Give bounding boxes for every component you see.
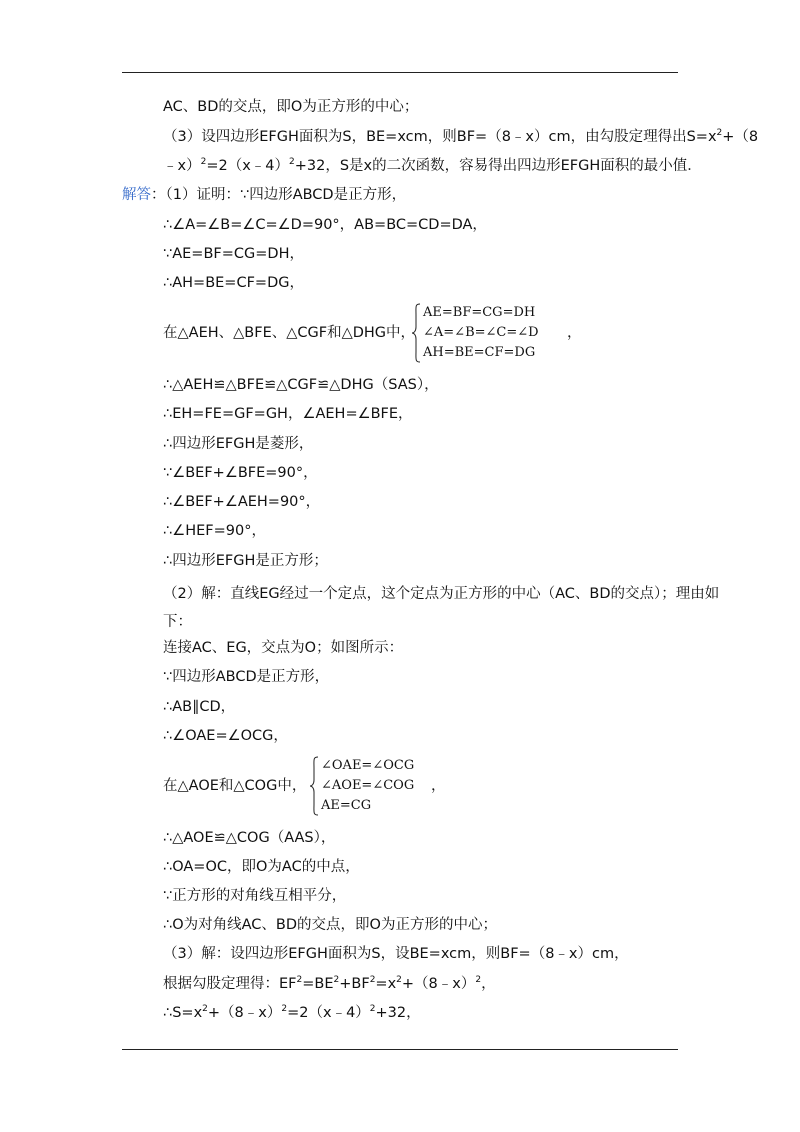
text-line: ∴OA=OC，即O为AC的中点， xyxy=(163,859,360,875)
system-row: AE=BF=CG=DH xyxy=(423,305,536,320)
answer-label: 解答 xyxy=(122,187,151,203)
system-row: ∠AOE=∠COG xyxy=(321,778,415,793)
equation-system-1: 在△AEH、△BFE、△CGF和△DHG中， AE=BF=CG=DH ∠A=∠B=∠C=∠D AH=BE=CF=DG ， xyxy=(163,303,593,363)
answer-line: 解答：（1）证明：∵四边形ABCD是正方形， xyxy=(122,187,407,203)
header-rule xyxy=(122,72,678,73)
text-line: ∴AB∥CD， xyxy=(163,699,236,715)
text-line: （2）解：直线EG经过一个定点，这个定点为正方形的中心（AC、BD的交点）；理由如下： xyxy=(163,586,720,630)
system-row: ∠OAE=∠OCG xyxy=(321,758,415,773)
left-brace-icon xyxy=(411,303,421,363)
text-line: 根据勾股定理得：$EF^2=BE^2+BF^2=x^2+(8﹣x)^2$， xyxy=(163,975,496,992)
text-line: （3）解：设四边形EFGH面积为S，设BE=xcm，则BF=（8﹣x）cm， xyxy=(163,946,629,962)
system-lead: 在△AEH、△BFE、△CGF和△DHG中， xyxy=(163,325,416,341)
system-row: AE=CG xyxy=(321,798,372,813)
text-line: ∴四边形EFGH是正方形； xyxy=(163,553,328,569)
text-line: ∴∠HEF=90°， xyxy=(163,523,266,539)
text-line: ﹣x）$^2$=2（x﹣4）$^2$+32，S是x的二次函数，容易得出四边形EFGH面积的最小值． xyxy=(163,157,702,174)
text-line: ∵AE=BF=CG=DH， xyxy=(163,246,304,262)
text-line: ∵四边形ABCD是正方形， xyxy=(163,669,330,685)
text-line: ∴∠OAE=∠OCG， xyxy=(163,728,288,744)
text-line: ∴EH=FE=GF=GH，∠AEH=∠BFE， xyxy=(163,406,413,422)
text-line: ∵正方形的对角线互相平分， xyxy=(163,888,347,904)
system-row: ∠A=∠B=∠C=∠D xyxy=(423,325,539,340)
system-lead: 在△AOE和△COG中， xyxy=(163,778,307,794)
left-brace-icon xyxy=(309,756,319,816)
text-line: 连接AC、EG，交点为O；如图所示： xyxy=(163,640,404,656)
equation-system-2: 在△AOE和△COG中， ∠OAE=∠OCG ∠AOE=∠COG AE=CG ， xyxy=(163,756,453,816)
text-line: ∴O为对角线AC、BD的交点，即O为正方形的中心； xyxy=(163,917,497,933)
text-line: ∵∠BEF+∠BFE=90°， xyxy=(163,465,318,481)
system-row: AH=BE=CF=DG xyxy=(423,345,536,360)
text-line: （3）设四边形EFGH面积为S，BE=xcm，则BF=（8﹣x）cm，由勾股定理得出$S=x^2+(8$ xyxy=(163,128,759,145)
text-line: ∴△AOE≌△COG（AAS）， xyxy=(163,830,336,846)
text-line: $\therefore S=x^2+(8﹣x)^2=2(x﹣4)^2+32$， xyxy=(163,1004,421,1021)
text-line: ∴四边形EFGH是菱形， xyxy=(163,436,314,452)
text-line: ∴△AEH≌△BFE≌△CGF≌△DHG（SAS）， xyxy=(163,377,439,393)
text-line: ∴∠BEF+∠AEH=90°， xyxy=(163,494,321,510)
text-line: ∴∠A=∠B=∠C=∠D=90°，AB=BC=CD=DA， xyxy=(163,217,487,233)
text-line: ∴AH=BE=CF=DG， xyxy=(163,275,304,291)
text-line: AC、BD的交点，即O为正方形的中心； xyxy=(163,99,419,115)
footer-rule xyxy=(122,1049,678,1050)
